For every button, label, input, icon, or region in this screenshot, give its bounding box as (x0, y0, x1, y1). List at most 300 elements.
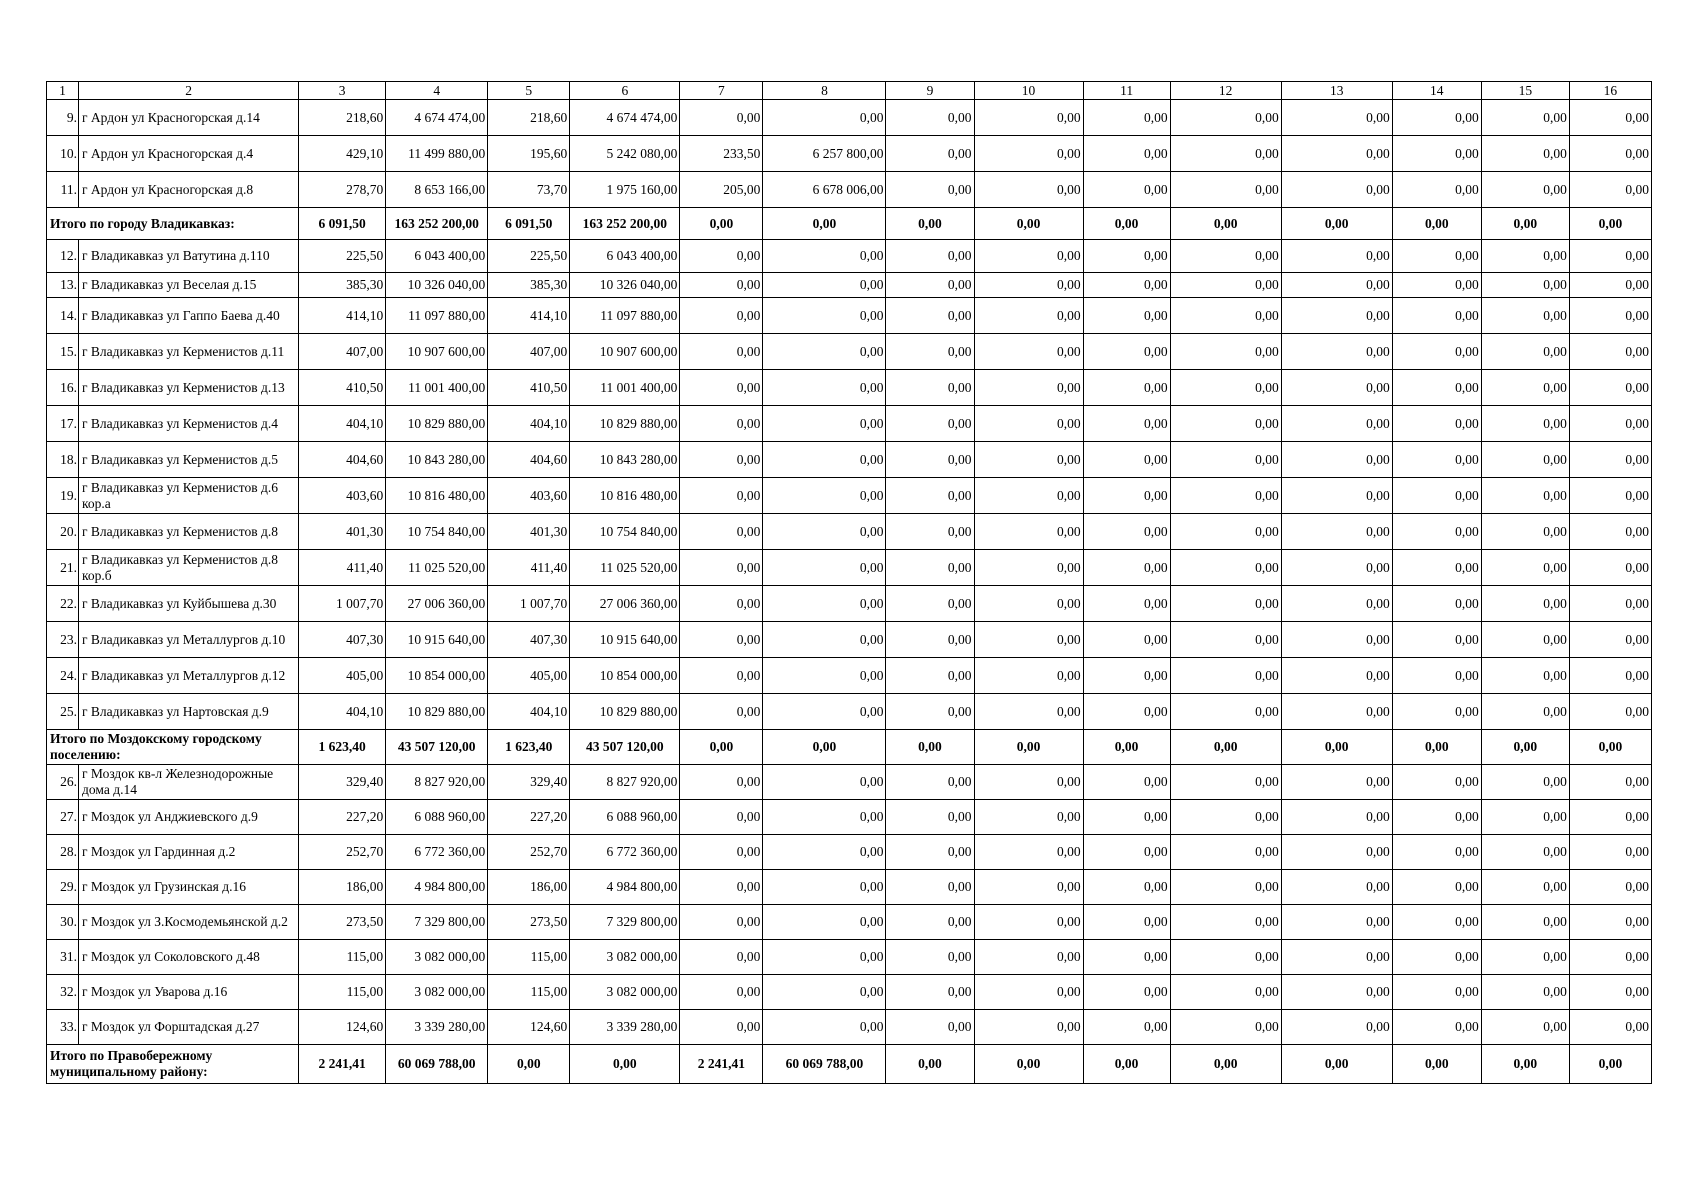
table-row (47, 658, 1652, 694)
value-cell: 0,00 (1170, 586, 1281, 622)
value-cell: 0,00 (1569, 172, 1651, 208)
value-cell: 0,00 (763, 240, 886, 273)
value-cell: 0,00 (763, 905, 886, 940)
value-cell: 0,00 (680, 514, 763, 550)
value-cell: 0,00 (763, 622, 886, 658)
value-cell: 0,00 (1569, 550, 1651, 586)
value-cell: 0,00 (1392, 208, 1481, 240)
row-number: 15. (47, 334, 79, 370)
value-cell: 407,30 (488, 622, 570, 658)
row-number: 11. (47, 172, 79, 208)
value-cell: 10 754 840,00 (570, 514, 680, 550)
value-cell: 186,00 (299, 870, 386, 905)
value-cell: 0,00 (1281, 658, 1392, 694)
value-cell: 0,00 (1170, 100, 1281, 136)
row-number: 10. (47, 136, 79, 172)
value-cell: 195,60 (488, 136, 570, 172)
value-cell: 0,00 (886, 442, 974, 478)
value-cell: 0,00 (886, 240, 974, 273)
address-cell: г Владикавказ ул Керменистов д.13 (79, 370, 299, 406)
value-cell: 0,00 (1569, 835, 1651, 870)
row-number: 21. (47, 550, 79, 586)
value-cell: 0,00 (680, 870, 763, 905)
value-cell: 0,00 (1569, 765, 1651, 800)
value-cell: 10 326 040,00 (386, 273, 488, 298)
value-cell: 0,00 (1281, 136, 1392, 172)
value-cell: 0,00 (680, 478, 763, 514)
value-cell: 0,00 (763, 870, 886, 905)
value-cell: 0,00 (1481, 1010, 1569, 1045)
value-cell: 0,00 (1392, 622, 1481, 658)
address-cell: г Владикавказ ул Керменистов д.4 (79, 406, 299, 442)
value-cell: 0,00 (680, 100, 763, 136)
row-number: 14. (47, 298, 79, 334)
value-cell: 0,00 (1083, 622, 1170, 658)
value-cell: 0,00 (1083, 442, 1170, 478)
value-cell: 225,50 (299, 240, 386, 273)
value-cell: 0,00 (1481, 870, 1569, 905)
subtotal-row (47, 208, 1652, 240)
value-cell: 60 069 788,00 (763, 1045, 886, 1084)
value-cell: 403,60 (299, 478, 386, 514)
value-cell: 0,00 (1281, 478, 1392, 514)
value-cell: 0,00 (763, 298, 886, 334)
value-cell: 403,60 (488, 478, 570, 514)
column-number: 15 (1481, 82, 1569, 100)
value-cell: 0,00 (974, 240, 1083, 273)
value-cell: 0,00 (1281, 622, 1392, 658)
value-cell: 0,00 (1392, 550, 1481, 586)
value-cell: 0,00 (1481, 730, 1569, 765)
value-cell: 0,00 (1170, 622, 1281, 658)
value-cell: 0,00 (1281, 870, 1392, 905)
value-cell: 404,10 (488, 694, 570, 730)
table-row (47, 622, 1652, 658)
value-cell: 0,00 (1569, 406, 1651, 442)
value-cell: 0,00 (680, 694, 763, 730)
value-cell: 0,00 (1281, 835, 1392, 870)
value-cell: 0,00 (1083, 550, 1170, 586)
row-number: 19. (47, 478, 79, 514)
row-number: 13. (47, 273, 79, 298)
value-cell: 227,20 (488, 800, 570, 835)
value-cell: 6 088 960,00 (386, 800, 488, 835)
value-cell: 10 854 000,00 (570, 658, 680, 694)
value-cell: 0,00 (886, 586, 974, 622)
value-cell: 407,30 (299, 622, 386, 658)
value-cell: 0,00 (886, 478, 974, 514)
value-cell: 0,00 (1083, 240, 1170, 273)
value-cell: 404,60 (488, 442, 570, 478)
value-cell: 0,00 (1083, 940, 1170, 975)
value-cell: 0,00 (886, 658, 974, 694)
value-cell: 0,00 (1170, 550, 1281, 586)
value-cell: 0,00 (680, 406, 763, 442)
address-cell: г Моздок кв-л Железнодорожные дома д.14 (79, 765, 299, 800)
value-cell: 0,00 (680, 622, 763, 658)
column-number: 4 (386, 82, 488, 100)
value-cell: 0,00 (488, 1045, 570, 1084)
value-cell: 0,00 (1170, 370, 1281, 406)
value-cell: 3 082 000,00 (386, 975, 488, 1010)
value-cell: 0,00 (974, 835, 1083, 870)
table-row (47, 870, 1652, 905)
value-cell: 0,00 (1569, 370, 1651, 406)
value-cell: 0,00 (1569, 730, 1651, 765)
value-cell: 0,00 (680, 298, 763, 334)
address-cell: г Владикавказ ул Металлургов д.10 (79, 622, 299, 658)
value-cell: 0,00 (1392, 905, 1481, 940)
value-cell: 0,00 (886, 370, 974, 406)
value-cell: 0,00 (1481, 273, 1569, 298)
value-cell: 0,00 (1170, 975, 1281, 1010)
value-cell: 0,00 (1170, 334, 1281, 370)
value-cell: 0,00 (1392, 442, 1481, 478)
value-cell: 0,00 (1481, 442, 1569, 478)
value-cell: 0,00 (1569, 240, 1651, 273)
value-cell: 1 623,40 (299, 730, 386, 765)
value-cell: 0,00 (1281, 370, 1392, 406)
value-cell: 0,00 (680, 208, 763, 240)
table-row (47, 835, 1652, 870)
value-cell: 0,00 (1569, 208, 1651, 240)
value-cell: 1 007,70 (299, 586, 386, 622)
table-row (47, 975, 1652, 1010)
value-cell: 11 001 400,00 (570, 370, 680, 406)
value-cell: 6 257 800,00 (763, 136, 886, 172)
value-cell: 0,00 (763, 800, 886, 835)
value-cell: 27 006 360,00 (386, 586, 488, 622)
address-cell: г Владикавказ ул Керменистов д.6 кор.а (79, 478, 299, 514)
value-cell: 11 001 400,00 (386, 370, 488, 406)
value-cell: 0,00 (1083, 870, 1170, 905)
value-cell: 0,00 (1392, 100, 1481, 136)
value-cell: 0,00 (1481, 622, 1569, 658)
value-cell: 0,00 (974, 370, 1083, 406)
value-cell: 0,00 (1281, 442, 1392, 478)
table-row (47, 334, 1652, 370)
value-cell: 0,00 (763, 514, 886, 550)
value-cell: 0,00 (680, 1010, 763, 1045)
value-cell: 0,00 (1481, 136, 1569, 172)
value-cell: 0,00 (1569, 1010, 1651, 1045)
value-cell: 10 843 280,00 (570, 442, 680, 478)
value-cell: 0,00 (1083, 658, 1170, 694)
value-cell: 233,50 (680, 136, 763, 172)
value-cell: 401,30 (299, 514, 386, 550)
value-cell: 0,00 (974, 478, 1083, 514)
table-row (47, 514, 1652, 550)
address-cell: г Моздок ул Форштадская д.27 (79, 1010, 299, 1045)
value-cell: 0,00 (1569, 694, 1651, 730)
value-cell: 0,00 (680, 800, 763, 835)
table-row (47, 240, 1652, 273)
value-cell: 0,00 (1569, 586, 1651, 622)
value-cell: 0,00 (1170, 835, 1281, 870)
row-number: 22. (47, 586, 79, 622)
value-cell: 0,00 (1392, 800, 1481, 835)
value-cell: 0,00 (1083, 514, 1170, 550)
value-cell: 404,60 (299, 442, 386, 478)
value-cell: 0,00 (1569, 100, 1651, 136)
row-number: 33. (47, 1010, 79, 1045)
value-cell: 0,00 (1170, 730, 1281, 765)
value-cell: 218,60 (299, 100, 386, 136)
value-cell: 0,00 (1083, 273, 1170, 298)
value-cell: 0,00 (1281, 586, 1392, 622)
address-cell: г Владикавказ ул Керменистов д.8 (79, 514, 299, 550)
table-row (47, 586, 1652, 622)
value-cell: 385,30 (299, 273, 386, 298)
value-cell: 0,00 (886, 172, 974, 208)
value-cell: 10 907 600,00 (386, 334, 488, 370)
column-number: 13 (1281, 82, 1392, 100)
value-cell: 0,00 (1569, 975, 1651, 1010)
column-number: 6 (570, 82, 680, 100)
value-cell: 0,00 (763, 586, 886, 622)
value-cell: 115,00 (488, 975, 570, 1010)
value-cell: 115,00 (299, 940, 386, 975)
value-cell: 329,40 (299, 765, 386, 800)
value-cell: 43 507 120,00 (570, 730, 680, 765)
value-cell: 0,00 (1083, 370, 1170, 406)
address-cell: г Моздок ул Гардинная д.2 (79, 835, 299, 870)
value-cell: 0,00 (1481, 765, 1569, 800)
value-cell: 0,00 (1392, 870, 1481, 905)
address-cell: г Владикавказ ул Гаппо Баева д.40 (79, 298, 299, 334)
value-cell: 0,00 (1569, 800, 1651, 835)
row-number: 25. (47, 694, 79, 730)
value-cell: 0,00 (680, 370, 763, 406)
value-cell: 0,00 (1170, 478, 1281, 514)
value-cell: 0,00 (763, 765, 886, 800)
value-cell: 0,00 (1392, 172, 1481, 208)
value-cell: 0,00 (1392, 1010, 1481, 1045)
table-row (47, 406, 1652, 442)
value-cell: 410,50 (488, 370, 570, 406)
value-cell: 0,00 (886, 800, 974, 835)
row-number: 20. (47, 514, 79, 550)
value-cell: 2 241,41 (299, 1045, 386, 1084)
value-cell: 414,10 (299, 298, 386, 334)
value-cell: 0,00 (1170, 694, 1281, 730)
value-cell: 0,00 (763, 406, 886, 442)
value-cell: 10 843 280,00 (386, 442, 488, 478)
value-cell: 0,00 (1281, 172, 1392, 208)
value-cell: 0,00 (1083, 765, 1170, 800)
subtotal-row (47, 1045, 1652, 1084)
value-cell: 124,60 (488, 1010, 570, 1045)
value-cell: 0,00 (1281, 1045, 1392, 1084)
value-cell: 0,00 (1170, 940, 1281, 975)
column-number: 11 (1083, 82, 1170, 100)
value-cell: 43 507 120,00 (386, 730, 488, 765)
value-cell: 0,00 (1170, 514, 1281, 550)
address-cell: г Моздок ул Грузинская д.16 (79, 870, 299, 905)
value-cell: 6 043 400,00 (386, 240, 488, 273)
value-cell: 4 674 474,00 (570, 100, 680, 136)
value-cell: 0,00 (1281, 550, 1392, 586)
table-row (47, 370, 1652, 406)
value-cell: 0,00 (1170, 800, 1281, 835)
value-cell: 0,00 (1481, 100, 1569, 136)
value-cell: 0,00 (1083, 586, 1170, 622)
value-cell: 404,10 (488, 406, 570, 442)
value-cell: 0,00 (1083, 1045, 1170, 1084)
value-cell: 0,00 (763, 975, 886, 1010)
value-cell: 10 816 480,00 (386, 478, 488, 514)
column-number: 9 (886, 82, 974, 100)
value-cell: 0,00 (763, 550, 886, 586)
value-cell: 0,00 (763, 694, 886, 730)
value-cell: 4 984 800,00 (570, 870, 680, 905)
value-cell: 11 025 520,00 (386, 550, 488, 586)
value-cell: 0,00 (1392, 586, 1481, 622)
value-cell: 0,00 (1281, 730, 1392, 765)
value-cell: 401,30 (488, 514, 570, 550)
value-cell: 0,00 (1392, 940, 1481, 975)
value-cell: 0,00 (974, 1010, 1083, 1045)
value-cell: 10 829 880,00 (570, 694, 680, 730)
value-cell: 0,00 (1481, 240, 1569, 273)
column-number: 16 (1569, 82, 1651, 100)
value-cell: 0,00 (1481, 975, 1569, 1010)
value-cell: 0,00 (1481, 514, 1569, 550)
value-cell: 0,00 (680, 765, 763, 800)
value-cell: 0,00 (886, 765, 974, 800)
value-cell: 10 829 880,00 (570, 406, 680, 442)
value-cell: 0,00 (1392, 136, 1481, 172)
value-cell: 0,00 (1569, 478, 1651, 514)
value-cell: 0,00 (974, 172, 1083, 208)
value-cell: 0,00 (1281, 940, 1392, 975)
value-cell: 0,00 (1481, 658, 1569, 694)
table-row (47, 298, 1652, 334)
row-number: 29. (47, 870, 79, 905)
value-cell: 10 829 880,00 (386, 694, 488, 730)
row-number: 26. (47, 765, 79, 800)
value-cell: 0,00 (1170, 273, 1281, 298)
table-row (47, 1010, 1652, 1045)
address-cell: г Владикавказ ул Керменистов д.5 (79, 442, 299, 478)
value-cell: 0,00 (974, 765, 1083, 800)
value-cell: 0,00 (1281, 406, 1392, 442)
value-cell: 0,00 (1083, 406, 1170, 442)
row-number: 28. (47, 835, 79, 870)
value-cell: 3 339 280,00 (386, 1010, 488, 1045)
row-number: 24. (47, 658, 79, 694)
value-cell: 0,00 (763, 100, 886, 136)
value-cell: 7 329 800,00 (570, 905, 680, 940)
address-cell: г Владикавказ ул Керменистов д.11 (79, 334, 299, 370)
value-cell: 411,40 (299, 550, 386, 586)
address-cell: г Владикавказ ул Ватутина д.110 (79, 240, 299, 273)
value-cell: 0,00 (974, 586, 1083, 622)
address-cell: г Моздок ул Анджиевского д.9 (79, 800, 299, 835)
value-cell: 0,00 (974, 658, 1083, 694)
value-cell: 0,00 (1281, 100, 1392, 136)
value-cell: 0,00 (974, 622, 1083, 658)
value-cell: 0,00 (1392, 240, 1481, 273)
value-cell: 0,00 (1083, 835, 1170, 870)
value-cell: 0,00 (763, 835, 886, 870)
value-cell: 0,00 (680, 550, 763, 586)
value-cell: 0,00 (1392, 334, 1481, 370)
value-cell: 410,50 (299, 370, 386, 406)
value-cell: 0,00 (1569, 940, 1651, 975)
value-cell: 0,00 (974, 940, 1083, 975)
value-cell: 0,00 (1170, 208, 1281, 240)
value-cell: 0,00 (1170, 298, 1281, 334)
value-cell: 10 854 000,00 (386, 658, 488, 694)
value-cell: 429,10 (299, 136, 386, 172)
address-cell: г Владикавказ ул Керменистов д.8 кор.б (79, 550, 299, 586)
value-cell: 8 827 920,00 (386, 765, 488, 800)
value-cell: 3 339 280,00 (570, 1010, 680, 1045)
subtotal-label: Итого по городу Владикавказ: (47, 208, 299, 240)
row-number: 16. (47, 370, 79, 406)
value-cell: 385,30 (488, 273, 570, 298)
value-cell: 0,00 (1083, 905, 1170, 940)
value-cell: 2 241,41 (680, 1045, 763, 1084)
value-cell: 0,00 (1281, 694, 1392, 730)
value-cell: 0,00 (886, 730, 974, 765)
value-cell: 0,00 (680, 273, 763, 298)
row-number: 18. (47, 442, 79, 478)
address-cell: г Моздок ул Уварова д.16 (79, 975, 299, 1010)
value-cell: 0,00 (1481, 406, 1569, 442)
value-cell: 0,00 (1481, 835, 1569, 870)
value-cell: 0,00 (680, 905, 763, 940)
value-cell: 0,00 (763, 1010, 886, 1045)
value-cell: 0,00 (1569, 298, 1651, 334)
table-row (47, 765, 1652, 800)
value-cell: 11 499 880,00 (386, 136, 488, 172)
value-cell: 1 975 160,00 (570, 172, 680, 208)
value-cell: 11 097 880,00 (570, 298, 680, 334)
value-cell: 0,00 (680, 730, 763, 765)
value-cell: 6 091,50 (299, 208, 386, 240)
address-cell: г Владикавказ ул Нартовская д.9 (79, 694, 299, 730)
value-cell: 0,00 (1170, 136, 1281, 172)
value-cell: 0,00 (1392, 658, 1481, 694)
value-cell: 218,60 (488, 100, 570, 136)
value-cell: 0,00 (886, 550, 974, 586)
value-cell: 0,00 (1481, 800, 1569, 835)
value-cell: 0,00 (886, 208, 974, 240)
value-cell: 0,00 (1083, 694, 1170, 730)
value-cell: 227,20 (299, 800, 386, 835)
value-cell: 0,00 (680, 240, 763, 273)
value-cell: 186,00 (488, 870, 570, 905)
value-cell: 0,00 (680, 940, 763, 975)
value-cell: 0,00 (1170, 240, 1281, 273)
value-cell: 0,00 (1083, 478, 1170, 514)
value-cell: 0,00 (886, 298, 974, 334)
row-number: 23. (47, 622, 79, 658)
value-cell: 0,00 (1281, 800, 1392, 835)
value-cell: 0,00 (974, 273, 1083, 298)
value-cell: 0,00 (1170, 905, 1281, 940)
value-cell: 205,00 (680, 172, 763, 208)
row-number: 9. (47, 100, 79, 136)
value-cell: 405,00 (488, 658, 570, 694)
value-cell: 10 907 600,00 (570, 334, 680, 370)
column-number-header-row (47, 82, 1652, 100)
value-cell: 0,00 (1281, 240, 1392, 273)
value-cell: 252,70 (488, 835, 570, 870)
value-cell: 0,00 (974, 208, 1083, 240)
